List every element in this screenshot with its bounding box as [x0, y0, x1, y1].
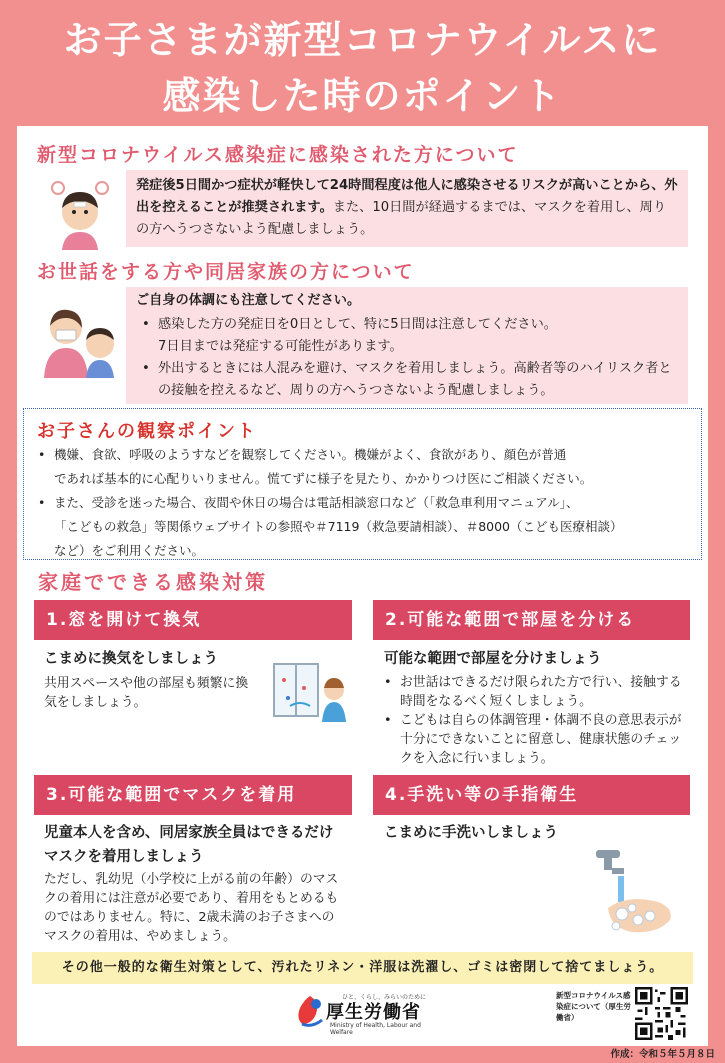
- observe-b2-l3: など）をご利用ください。: [54, 543, 205, 558]
- card-1-title-bar: 1.窓を開けて換気: [34, 600, 352, 640]
- caregiver-illustration: [40, 300, 122, 378]
- card-2-sub: 可能な範囲で部屋を分けましょう: [384, 651, 602, 667]
- infected-box: [126, 170, 688, 247]
- handwashing-illustration: [588, 846, 680, 942]
- ministry-emblem-icon: [294, 994, 326, 1030]
- observe-heading: お子さんの観察ポイント: [37, 421, 257, 442]
- card-1-sub: こまめに換気をしましょう: [44, 651, 218, 667]
- observe-b1-l2: であれば基本的に心配りいりません。慌てずに様子を見たり、かかりつけ医にご相談ください。: [54, 471, 593, 486]
- title-line-1: お子さまが新型コロナウイルスに: [63, 18, 662, 62]
- card-4-title-bar: 4.手洗い等の手指衛生: [373, 775, 690, 815]
- page-title: [0, 12, 725, 124]
- observe-b2-l2: 「こどもの救急」等関係ウェブサイトの参照や＃7119（救急要請相談）、＃8000（こども医療相談）: [54, 519, 623, 534]
- observe-bullet-2: [32, 491, 700, 563]
- caregiver-bullet-1: [136, 314, 678, 358]
- caregiver-lead: ご自身の体調にも注意してください。: [136, 293, 361, 308]
- card-3-sub: 児童本人を含め、同居家族全員はできるだけマスクを着用しましょう: [44, 825, 334, 865]
- caregiver-bullet-1-b: 7日目までは発症する可能性があります。: [158, 339, 403, 354]
- observe-box: [23, 408, 702, 560]
- ministry-en: Ministry of Health, Labour and Welfare: [330, 1022, 421, 1036]
- caregiver-bullet-2: • 外出するときには人混みを避け、マスクを着用しましょう。高齢者等のハイリスク者との接触を控えるなど、周りの方へうつさないよう配慮しましょう。: [136, 358, 678, 402]
- caregiver-bullet-1-a: 感染した方の発症日を0日として、特に5日間は注意してください。: [158, 317, 557, 332]
- window-ventilation-illustration: [270, 660, 352, 722]
- footer-band: その他一般的な衛生対策として、汚れたリネン・洋服は洗濯し、ゴミは密閉して捨てましょう。: [32, 952, 693, 984]
- infected-heading: 新型コロナウイルス感染症に感染された方について: [37, 144, 519, 166]
- card-2-title-bar: 2.可能な範囲で部屋を分ける: [373, 600, 690, 640]
- card-1-text: 共用スペースや他の部屋も頻繁に換気をしましょう。: [44, 676, 249, 710]
- caregiver-heading: お世話をする方や同居家族の方について: [37, 261, 415, 283]
- card-3-title-bar: 3.可能な範囲でマスクを着用: [34, 775, 352, 815]
- qr-caption: 新型コロナウイルス感染症について（厚生労働省）: [556, 991, 631, 1022]
- ministry-tagline: ひと、くらし、みらいのために: [342, 994, 427, 1001]
- infected-text: また、10日間が経過するまでは、マスクを着用し、周りの方へうつさないよう配慮しましょう。: [136, 200, 667, 237]
- card-4-sub: こまめに手洗いしましょう: [384, 825, 558, 841]
- observe-b1-l1: 機嫌、食欲、呼吸のようすなどを観察してください。機嫌がよく、食欲があり、顔色が普通: [54, 447, 567, 462]
- infected-bold-text: 発症後5日間かつ症状が軽快して24時間程度は他人に感染させるリスクが高いことから、外出を控えることが推奨されます。: [136, 178, 678, 215]
- card-3-text: ただし、乳幼児（小学校に上がる前の年齢）のマスクの着用には注意が必要であり、着用をもとめるものではありません。特に、2歳未満のお子さまへのマスクの着用は、やめましょう。: [44, 872, 339, 944]
- observe-bullet-1: [32, 443, 700, 491]
- card-2-bullet-2: • こどもは自らの体調管理・体調不良の意思表示が十分にできないことに留意し、健康状態のチェックを入念に行いましょう。: [378, 711, 682, 768]
- created-date: 作成：令和５年５月８日: [610, 1049, 715, 1060]
- caregiver-box: [126, 287, 688, 404]
- card-2-bullets: [378, 673, 682, 768]
- qr-code[interactable]: [635, 987, 688, 1040]
- sick-child-illustration: [44, 178, 116, 250]
- observe-b2-l1: また、受診を迷った場合、夜間や休日の場合は電話相談窓口など（「救急車利用マニュアル」、: [54, 495, 579, 510]
- ministry-name: 厚生労働省: [326, 1002, 421, 1023]
- measures-heading: 家庭でできる感染対策: [38, 570, 268, 594]
- title-line-2: 感染した時のポイント: [162, 74, 563, 118]
- caregiver-bullets: [136, 314, 678, 402]
- ministry-logo: [294, 988, 434, 1038]
- card-2-bullet-1: • お世話はできるだけ限られた方で行い、接触する時間をなるべく短くしましょう。: [378, 673, 682, 711]
